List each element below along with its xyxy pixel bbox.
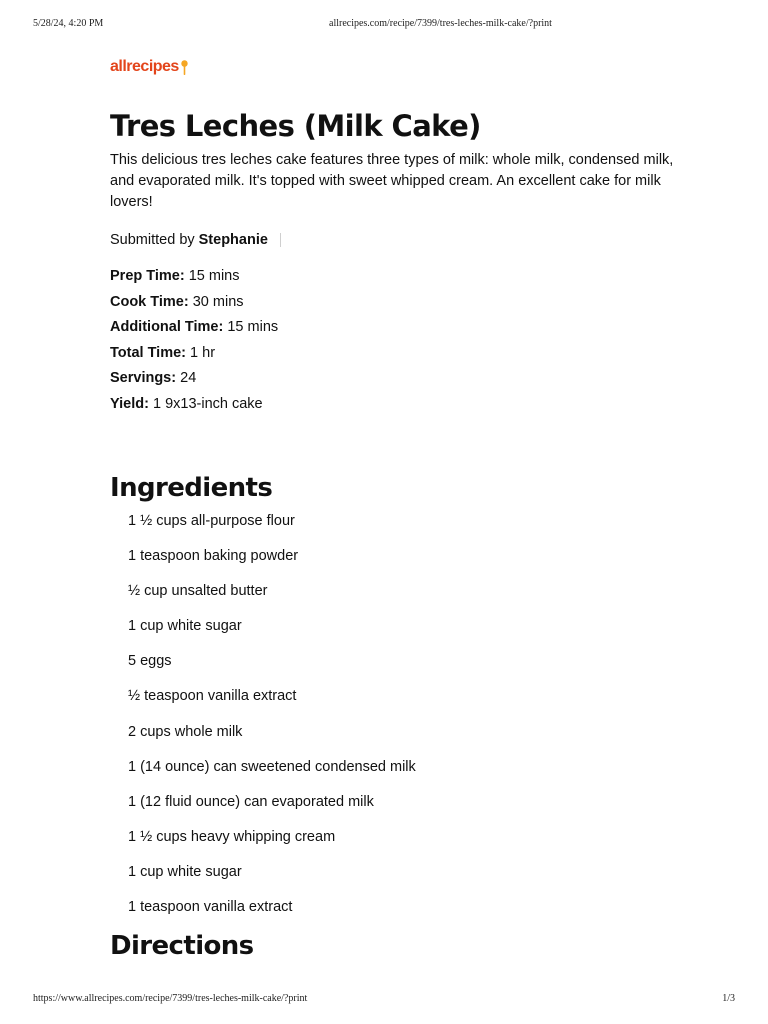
recipe-content: [110, 58, 690, 962]
logo-text: allrecipes: [110, 58, 179, 75]
ingredients-list: [128, 511, 690, 932]
detail-label: Yield:: [110, 395, 149, 412]
ingredient-item: 1 ½ cups heavy whipping cream: [128, 828, 336, 845]
print-datetime: 5/28/24, 4:20 PM: [33, 18, 104, 29]
detail-label: Prep Time:: [110, 268, 185, 284]
ingredient-item: 1 (14 ounce) can sweetened condensed milk: [128, 758, 416, 775]
ingredient-item: 2 cups whole milk: [128, 723, 243, 740]
detail-value: 1 9x13-inch cake: [152, 395, 263, 412]
detail-value: 15 mins: [227, 319, 279, 335]
submitted-by: [110, 230, 690, 250]
ingredient-item: 1 teaspoon vanilla extract: [128, 899, 293, 916]
ingredient-item: 1 ½ cups all-purpose flour: [128, 513, 295, 529]
page-number: 1/3: [722, 993, 735, 1004]
detail-total-time: [110, 341, 690, 367]
author-name[interactable]: Stephanie: [198, 232, 268, 248]
detail-servings: [110, 366, 690, 392]
ingredient-item: ½ teaspoon vanilla extract: [128, 688, 297, 705]
recipe-details: [110, 264, 690, 417]
print-header: [33, 18, 735, 32]
detail-cook-time: [110, 290, 690, 316]
print-header-url: allrecipes.com/recipe/7399/tres-leches-milk-cake/?print: [329, 18, 552, 29]
directions-heading: Directions: [110, 931, 254, 962]
recipe-title: Tres Leches (Milk Cake): [110, 109, 481, 143]
detail-label: Cook Time:: [110, 293, 189, 310]
detail-label: Servings:: [110, 370, 177, 386]
allrecipes-logo[interactable]: [110, 58, 690, 80]
divider: [280, 233, 281, 247]
detail-value: 15 mins: [188, 268, 240, 284]
ingredient-item: 5 eggs: [128, 653, 172, 670]
detail-yield: [110, 392, 690, 418]
ingredient-item: 1 teaspoon baking powder: [128, 548, 299, 565]
detail-label: Additional Time:: [110, 319, 224, 335]
ingredient-item: 1 cup white sugar: [128, 618, 242, 635]
detail-value: 30 mins: [192, 293, 244, 310]
detail-prep-time: [110, 264, 690, 290]
ingredient-item: 1 cup white sugar: [128, 863, 242, 880]
ingredients-heading: Ingredients: [110, 473, 273, 503]
detail-label: Total Time:: [110, 344, 186, 361]
submitted-prefix: Submitted by: [110, 232, 195, 248]
ingredient-item: 1 (12 fluid ounce) can evaporated milk: [128, 793, 374, 810]
detail-additional-time: [110, 315, 690, 341]
print-footer: [33, 993, 735, 1007]
ingredient-item: ½ cup unsalted butter: [128, 583, 268, 600]
print-footer-url: https://www.allrecipes.com/recipe/7399/tres-leches-milk-cake/?print: [33, 993, 308, 1004]
detail-value: 24: [180, 370, 197, 386]
recipe-description: This delicious tres leches cake features three types of milk: whole milk, condensed milk, and evaporated milk. It's topped with sweet whipped cream. An excellent cake for milk lovers!: [110, 152, 674, 210]
spoon-icon: [180, 60, 189, 76]
detail-value: 1 hr: [190, 344, 216, 361]
